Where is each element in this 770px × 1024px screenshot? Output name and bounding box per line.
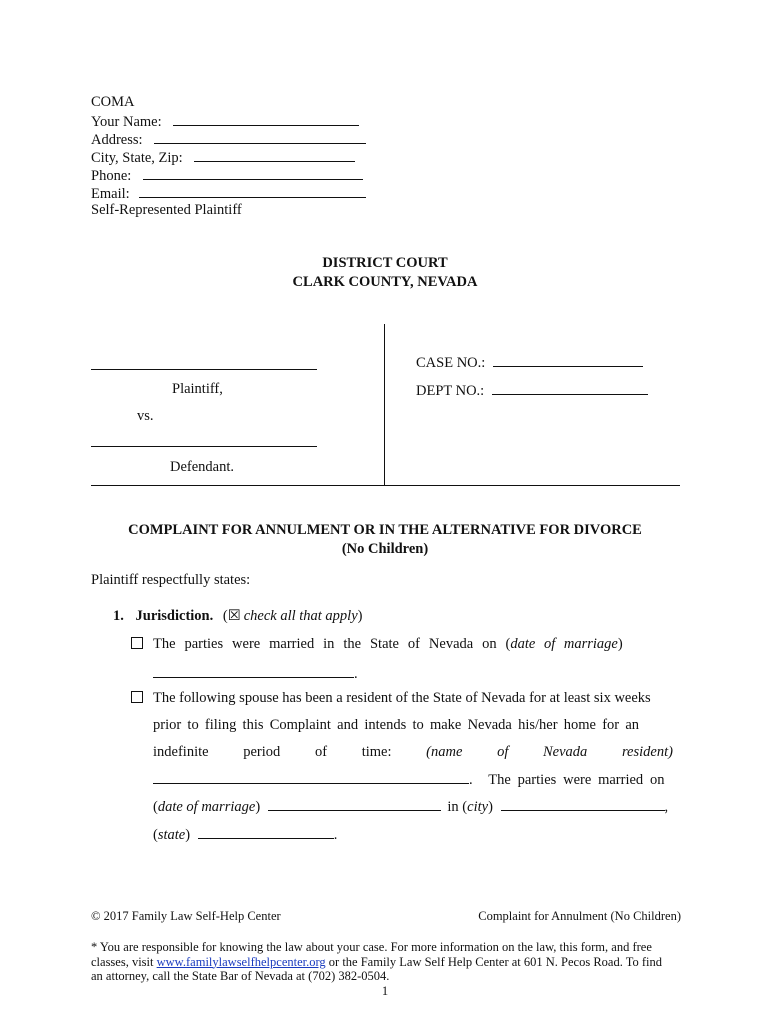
option2-word-indefinite: indefinite [153,744,209,760]
dept-no-row [416,381,648,400]
option2-line6: (state) . [153,827,338,843]
footer-copyright: © 2017 Family Law Self-Help Center [91,909,281,923]
email-field[interactable] [139,184,366,198]
state-of-marriage-field[interactable] [198,825,334,839]
city-label: City, State, Zip: [91,150,183,166]
caption-bottom-rule [91,485,680,486]
option2-line1: The following spouse has been a resident of the State of Nevada for at least six weeks [153,690,651,706]
address-label: Address: [91,132,143,148]
city-row [91,148,371,166]
option-resident [131,690,153,707]
item-heading: Jurisdiction. [135,608,214,624]
your-name-field[interactable] [173,112,359,126]
email-label: Email: [91,186,130,202]
court-county: CLARK COUNTY, NEVADA [292,274,478,290]
dept-no-label: DEPT NO.: [416,383,485,399]
option2-in-label: in ( [447,799,468,815]
title-main: COMPLAINT FOR ANNULMENT OR IN THE ALTERNATIVE FOR DIVORCE [128,522,642,538]
document-title [0,521,770,559]
title-sub: (No Children) [341,541,429,557]
option2-word-nevada: Nevada [543,744,588,760]
phone-field[interactable] [143,166,363,180]
footer-notice-2b: or the Family Law Self Help Center at 601 N. Pecos Road. To find [325,954,663,969]
option2-line3 [153,744,673,761]
defendant-name-field[interactable] [91,446,317,447]
defendant-label: Defendant. [170,459,235,475]
resident-name-field[interactable] [153,770,469,784]
option-married-nevada-checkbox[interactable] [131,637,143,649]
option2-word-name: (name [426,744,463,760]
option1-line1 [153,636,673,653]
option2-line2: prior to filing this Complaint and intends to make Nevada his/her home for an [153,717,640,733]
option2-line4: . The parties were married on [153,770,673,789]
option2-word-period: period [243,744,281,760]
marriage-date-field[interactable] [153,664,354,678]
plaintiff-name-field[interactable] [91,369,317,370]
option2-date-label: date of marriage [157,799,256,815]
email-row [91,184,371,202]
option2-word-resident: resident) [621,744,673,760]
option2-married-text: The parties were married on [488,772,665,788]
self-help-center-link[interactable]: www.familylawselfhelpcenter.org [156,954,326,969]
option-married-nevada [131,636,153,653]
address-row [91,130,371,148]
vs-label: vs. [137,408,154,424]
phone-label: Phone: [91,168,132,184]
option2-word-time: time: [361,744,392,760]
footer-notice-2a: classes, visit [91,954,157,969]
court-name: DISTRICT COURT [322,255,448,271]
footer-notice [91,940,691,984]
footer-notice-line3: an attorney, call the State Bar of Nevada at (702) 382-0504. [91,969,390,983]
resident-marriage-date-field[interactable] [268,797,441,811]
item-jurisdiction [113,608,363,625]
case-no-label: CASE NO.: [416,355,486,371]
your-name-label: Your Name: [91,114,162,130]
item-number: 1. [113,608,124,624]
option1-italic: date of marriage [510,636,618,652]
item-note-open: (☒ [222,608,241,624]
item-note: check all that apply [243,608,358,624]
self-represented-label: Self-Represented Plaintiff [91,202,242,218]
intro-text: Plaintiff respectfully states: [91,572,251,588]
page-number: 1 [381,984,389,998]
item-note-close: ) [357,608,363,624]
option2-word-of2: of [497,744,509,760]
party-info-block [91,94,371,220]
dept-no-field[interactable] [492,381,648,395]
footer-notice-line1: * You are responsible for knowing the law about your case. For more information on the law, this form, and free [91,940,652,954]
case-no-field[interactable] [493,353,643,367]
footer-form-title: Complaint for Annulment (No Children) [478,909,681,923]
footer-notice-line2 [91,955,691,970]
phone-row [91,166,371,184]
option2-line5: (date of marriage) in (city) , [153,799,669,815]
option1-line2: . [153,664,358,683]
city-of-marriage-field[interactable] [501,797,665,811]
option-resident-checkbox[interactable] [131,691,143,703]
caption-divider [384,324,385,486]
option1-text: The parties were married in the State of Nevada on ( [153,636,511,652]
address-field[interactable] [154,130,366,144]
plaintiff-label: Plaintiff, [172,381,223,397]
header-coma: COMA [91,94,135,110]
option2-city-label: city [467,799,489,815]
court-heading [0,254,770,292]
city-field[interactable] [194,148,355,162]
case-no-row [416,353,643,372]
option1-close: ) [617,636,623,652]
option2-state-label: state [157,827,186,843]
option2-word-of: of [314,744,328,760]
your-name-row [91,112,371,130]
